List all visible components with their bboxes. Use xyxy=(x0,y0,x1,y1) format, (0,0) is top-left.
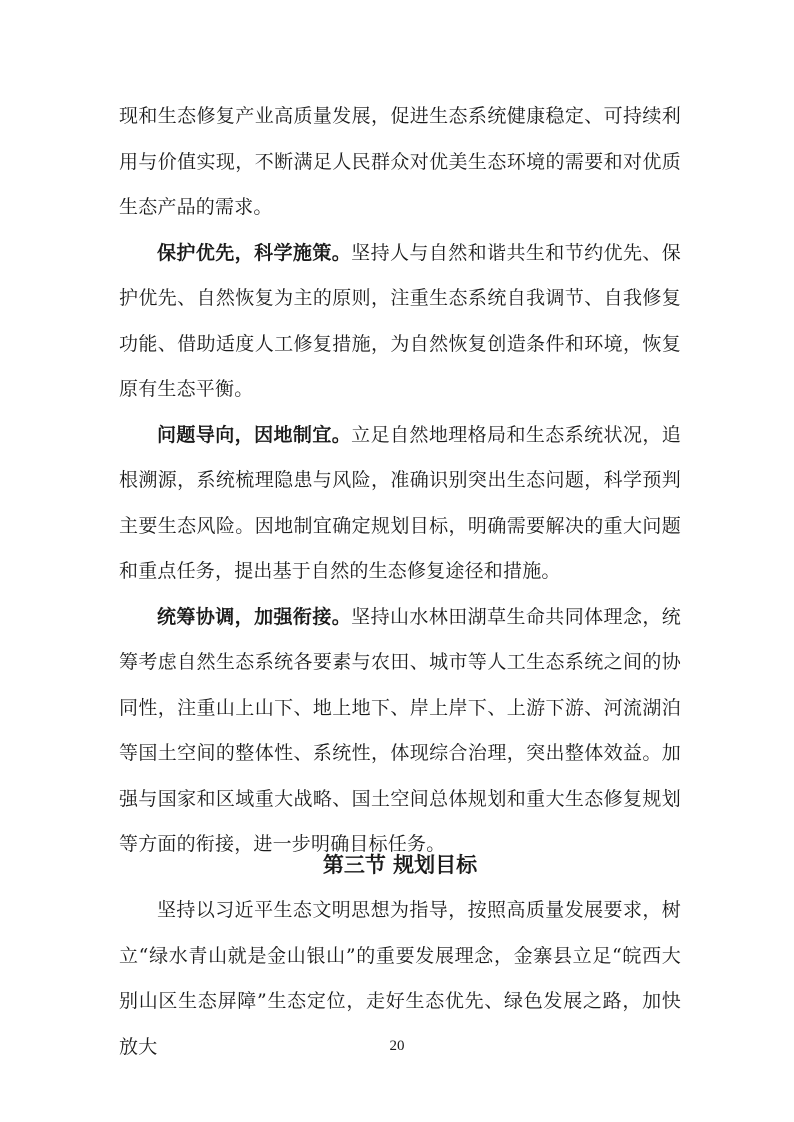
body-text xyxy=(119,94,681,868)
section-heading: 第三节 规划目标 xyxy=(322,853,478,877)
page-number: 20 xyxy=(389,1038,405,1054)
paragraph-lead-problem-oriented: 问题导向，因地制宜。 xyxy=(157,423,352,446)
paragraph-text-coordination: 坚持山水林田湖草生命共同体理念，统筹考虑自然生态系统各要素与农田、城市等人工生态系统之间的协同性，注重山上山下、地上地下、岸上岸下、上游下游、河流湖泊等国土空间的整体性、系统性，体现综合治理，突出整体效益。加强与国家和区域重大战略、国土空间总体规划和重大生态修复规划等方面的衔接，进一步明确目标任务。 xyxy=(119,605,681,855)
paragraph-problem-oriented xyxy=(119,413,681,595)
paragraph-lead-protection-priority: 保护优先，科学施策。 xyxy=(157,241,352,264)
paragraph-planning-goals: 坚持以习近平生态文明思想为指导，按照高质量发展要求，树立“绿水青山就是金山银山”的重要发展理念，金寨县立足“皖西大别山区生态屏障”生态定位，走好生态优先、绿色发展之路，加快放大 xyxy=(119,899,681,1058)
paragraph-continuation xyxy=(119,94,681,231)
paragraph-lead-coordination: 统筹协调，加强衔接。 xyxy=(157,605,352,628)
paragraph-text-problem-oriented: 立足自然地理格局和生态系统状况，追根溯源，系统梳理隐患与风险，准确识别突出生态问题，科学预判主要生态风险。因地制宜确定规划目标，明确需要解决的重大问题和重点任务，提出基于自然的生态修复途径和措施。 xyxy=(119,423,681,582)
paragraph-continuation-text: 现和生态修复产业高质量发展，促进生态系统健康稳定、可持续利用与价值实现，不断满足人民群众对优美生态环境的需要和对优质生态产品的需求。 xyxy=(119,105,681,218)
paragraph-coordination xyxy=(119,595,681,868)
paragraph-text-protection-priority: 坚持人与自然和谐共生和节约优先、保护优先、自然恢复为主的原则，注重生态系统自我调节、自我修复功能、借助适度人工修复措施，为自然恢复创造条件和环境，恢复原有生态平衡。 xyxy=(119,241,681,400)
paragraph-protection-priority xyxy=(119,231,681,413)
